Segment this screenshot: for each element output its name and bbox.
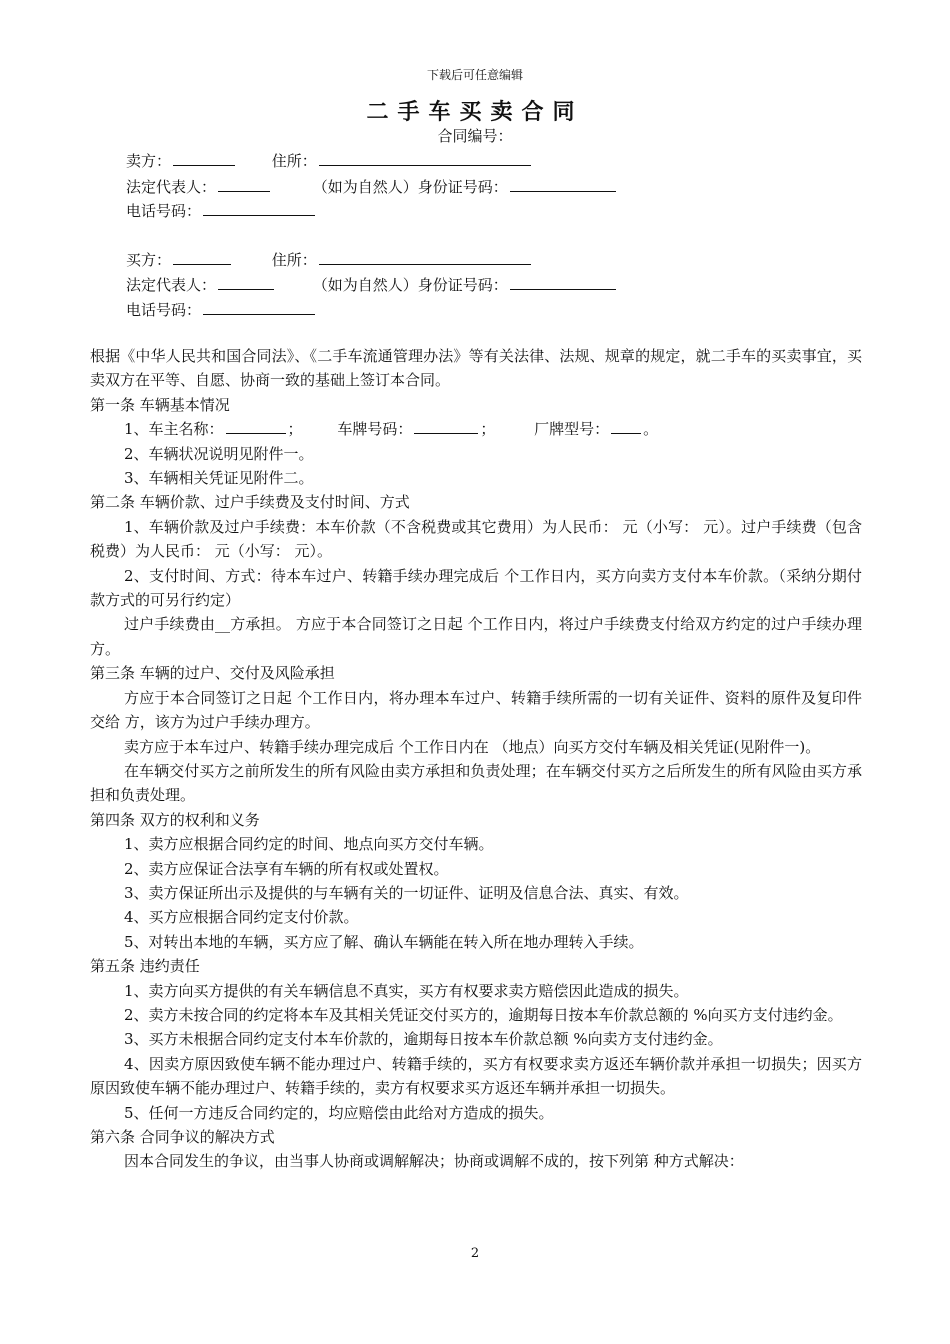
article-1-item-1 — [90, 417, 862, 441]
owner-name-blank — [226, 418, 286, 434]
article-4-item: 3、卖方保证所出示及提供的与车辆有关的一切证件、证明及信息合法、真实、有效。 — [124, 883, 689, 902]
buyer-address-blank — [319, 249, 531, 265]
seller-rep-label: 法定代表人： — [126, 178, 217, 196]
seller-label: 卖方： — [126, 152, 172, 170]
buyer-line — [126, 249, 533, 270]
article-5-title: 第五条 违约责任 — [90, 957, 200, 976]
article-1-item-3: 3、车辆相关凭证见附件二。 — [124, 469, 314, 488]
article-4-item: 1、卖方应根据合同约定的时间、地点向买方交付车辆。 — [124, 835, 494, 854]
article-3-title: 第三条 车辆的过户、交付及风险承担 — [90, 664, 335, 683]
article-4-item: 5、对转出本地的车辆，买方应了解、确认车辆能在转入所在地办理转入手续。 — [124, 932, 644, 951]
article-2-para-3: 过户手续费由__方承担。 方应于本合同签订之日起 个工作日内，将过户手续费支付给双方约定的过户手续办理方。 — [90, 615, 862, 658]
seller-rep-blank — [218, 176, 270, 192]
seller-id-label: （如为自然人）身份证号码： — [312, 178, 508, 196]
article-3-para-2: 卖方应于本车过户、转籍手续办理完成后 个工作日内在 （地点）向买方交付车辆及相关凭证(见附件一)。 — [124, 737, 821, 756]
seller-rep-line — [126, 176, 618, 197]
seller-phone-label: 电话号码： — [126, 202, 202, 220]
buyer-name-blank — [173, 249, 231, 265]
separator: ； — [480, 420, 496, 439]
buyer-phone-label: 电话号码： — [126, 301, 202, 319]
article-4-item: 2、卖方应保证合法享有车辆的所有权或处置权。 — [124, 859, 449, 878]
article-5-item: 4、因卖方原因致使车辆不能办理过户、转籍手续的，买方有权要求卖方返还车辆价款并承担一切损失；因买方原因致使车辆不能办理过户、转籍手续的，卖方有权要求买方返还车辆并承担一切损失。 — [90, 1054, 862, 1098]
article-2-para-1: 1、车辆价款及过户手续费：本车价款（不含税费或其它费用）为人民币： 元（小写： 元）。过户手续费（包含税费）为人民币： 元（小写： 元）。 — [90, 517, 862, 561]
contract-title: 二手车买卖合同 — [366, 99, 584, 125]
article-5-item: 2、卖方未按合同的约定将本车及其相关凭证交付买方的，逾期每日按本车价款总额的 %向买方支付违约金。 — [124, 1005, 843, 1024]
buyer-rep-label: 法定代表人： — [126, 276, 217, 294]
buyer-label: 买方： — [126, 251, 172, 269]
article-3-para-1: 方应于本合同签订之日起 个工作日内，将办理本车过户、转籍手续所需的一切有关证件、资料的原件及复印件交给 方，该方为过户手续办理方。 — [90, 688, 862, 732]
article-6-para-1: 因本合同发生的争议，由当事人协商或调解解决；协商或调解不成的，按下列第 种方式解决： — [124, 1152, 744, 1171]
article-2-para-2: 2、支付时间、方式：待本车过户、转籍手续办理完成后 个工作日内，买方向卖方支付本车价款。（采纳分期付款方式的可另行约定） — [90, 566, 862, 610]
article-5-item: 5、任何一方违反合同约定的，均应赔偿由此给对方造成的损失。 — [124, 1103, 554, 1122]
article-6-title: 第六条 合同争议的解决方式 — [90, 1128, 275, 1146]
contract-body — [90, 344, 862, 1174]
brand-model-blank — [611, 418, 641, 434]
seller-phone-blank — [203, 200, 315, 216]
article-1-item-2: 2、车辆状况说明见附件一。 — [124, 444, 314, 463]
seller-address-blank — [319, 150, 531, 166]
separator: ； — [287, 420, 303, 439]
article-3-para-3: 在车辆交付买方之前所发生的所有风险由卖方承担和负责处理；在车辆交付买方之后所发生的所有风险由买方承担和负责处理。 — [90, 761, 862, 805]
contract-number-label: 合同编号： — [437, 127, 513, 145]
buyer-phone-line — [126, 299, 317, 320]
plate-number-blank — [414, 418, 478, 434]
brand-model-label: 厂牌型号： — [534, 420, 610, 439]
seller-name-blank — [173, 150, 235, 166]
owner-name-label: 1、车主名称： — [124, 420, 224, 439]
plate-number-label: 车牌号码： — [337, 420, 413, 439]
buyer-id-blank — [510, 274, 616, 290]
separator: 。 — [643, 420, 659, 439]
article-1-title: 第一条 车辆基本情况 — [90, 395, 230, 414]
seller-phone-line — [126, 200, 317, 221]
seller-id-blank — [510, 176, 616, 192]
buyer-rep-line — [126, 274, 618, 295]
seller-line — [126, 150, 533, 171]
buyer-rep-blank — [218, 274, 274, 290]
buyer-phone-blank — [203, 299, 315, 315]
page-number: 2 — [470, 1246, 480, 1261]
seller-address-label: 住所： — [271, 152, 317, 170]
article-4-item: 4、买方应根据合同约定支付价款。 — [124, 908, 359, 927]
article-2-title: 第二条 车辆价款、过户手续费及支付时间、方式 — [90, 493, 410, 512]
article-5-item: 1、卖方向买方提供的有关车辆信息不真实，买方有权要求卖方赔偿因此造成的损失。 — [124, 981, 689, 1000]
intro-paragraph: 根据《中华人民共和国合同法》、《二手车流通管理办法》等有关法律、法规、规章的规定，就二手车的买卖事宜，买卖双方在平等、自愿、协商一致的基础上签订本合同。 — [90, 347, 862, 390]
article-5-item: 3、买方未根据合同约定支付本车价款的，逾期每日按本车价款总额 %向卖方支付违约金。 — [124, 1030, 723, 1049]
header-note: 下载后可任意编辑 — [426, 68, 523, 82]
buyer-id-label: （如为自然人）身份证号码： — [312, 276, 508, 294]
buyer-address-label: 住所： — [271, 251, 317, 269]
article-4-title: 第四条 双方的权利和义务 — [90, 810, 260, 829]
